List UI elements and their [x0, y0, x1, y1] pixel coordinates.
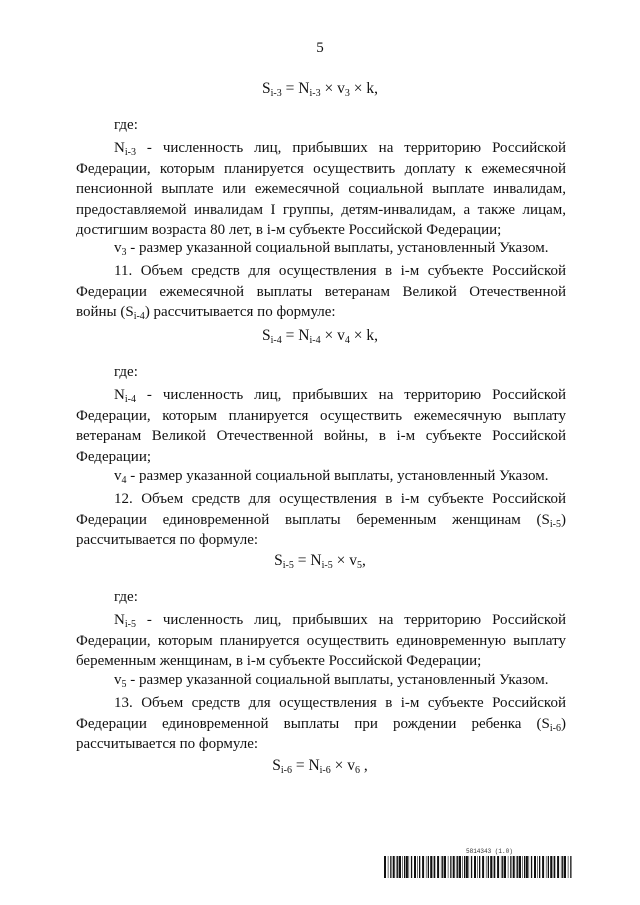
- barcode-bar: [564, 856, 566, 878]
- barcode-bar: [490, 856, 492, 878]
- definition-v5: $v_5$ - размер указанной социальной выплаты, установленный Указом.: [114, 672, 549, 690]
- barcode-bar: [534, 856, 536, 878]
- barcode-bar: [393, 856, 395, 878]
- paragraph-11: 11. Объем средств для осуществления в i-м субъекте Российской Федерации ежемесячной выплаты ветеранам Великой Отечественной войны $(S_{i-4})$ рассчитывается по формуле:: [76, 263, 566, 323]
- barcode-bar: [542, 856, 544, 878]
- definition-n-i-3: $N_{i-3}$ - численность лиц, прибывших на территорию Российской Федерации, которым планируется осуществить доплату к ежемесячной пенсионной выплате или ежемесячной социальной выплате инвалидам, предоставляемой инвалидам I группы, детям-инвалидам, а также лицам, достигшим возраста 80 лет, в i-м субъекте Российской Федерации;: [76, 140, 566, 239]
- barcode-bar: [474, 856, 476, 878]
- barcode-bar: [548, 856, 549, 878]
- barcode-bar: [404, 856, 405, 878]
- barcode-bar: [417, 856, 418, 878]
- barcode-bar: [493, 856, 494, 878]
- barcode-bar: [466, 856, 468, 878]
- barcode-bar: [510, 856, 511, 878]
- barcode-bar: [411, 856, 412, 878]
- formula-s-i-6: $S_{i-6} = N_{i-6} \times v_6$ ,: [272, 757, 368, 776]
- document-stamp: [384, 848, 574, 878]
- barcode-bar: [553, 856, 554, 878]
- barcode-bar: [513, 856, 515, 878]
- barcode-bar: [519, 856, 521, 878]
- barcode-bar: [539, 856, 540, 878]
- barcode-bar: [550, 856, 552, 878]
- barcode-bar: [531, 856, 532, 878]
- barcode-bar: [397, 856, 398, 878]
- barcode-bar: [464, 856, 465, 878]
- barcode-bar: [497, 856, 499, 878]
- barcode-bar: [437, 856, 439, 878]
- barcode-bar: [479, 856, 480, 878]
- barcode-bar: [488, 856, 489, 878]
- barcode-bar: [456, 856, 457, 878]
- barcode-bar: [568, 856, 569, 878]
- definition-n-i-4: $N_{i-4}$ - численность лиц, прибывших на территорию Российской Федерации, которым планируется осуществить ежемесячную выплату ветеранам Великой Отечественной войны, в i-м субъекте Российской Федерации;: [76, 387, 566, 465]
- definition-v4: $v_4$ - размер указанной социальной выплаты, установленный Указом.: [114, 468, 549, 486]
- barcode-bar: [441, 856, 442, 878]
- barcode-bar: [426, 856, 427, 878]
- barcode-bar: [501, 856, 502, 878]
- barcode-bar: [448, 856, 449, 878]
- barcode-bar: [517, 856, 518, 878]
- barcode-bar: [471, 856, 472, 878]
- barcode-bar: [450, 856, 451, 878]
- barcode-bar: [494, 856, 495, 878]
- barcode-bar: [526, 856, 528, 878]
- barcode-bar: [477, 856, 478, 878]
- barcode-bar: [434, 856, 435, 878]
- barcode-bar: [537, 856, 538, 878]
- barcode-icon: [384, 856, 574, 878]
- definition-n-i-5: $N_{i-5}$ - численность лиц, прибывших на территорию Российской Федерации, которым планируется осуществить единовременную выплату беременным женщинам, в i-м субъекте Российской Федерации;: [76, 612, 566, 670]
- barcode-bar: [414, 856, 416, 878]
- barcode-bar: [442, 856, 443, 878]
- barcode-bar: [409, 856, 410, 878]
- formula-s-i-5: $S_{i-5} = N_{i-5} \times v_5$,: [274, 552, 366, 571]
- paragraph-13: 13. Объем средств для осуществления в i-м субъекте Российской Федерации единовременной выплаты при рождении ребенка $(S_{i-6})$ рассчитывается по формуле:: [76, 695, 566, 753]
- barcode-bar: [457, 856, 458, 878]
- barcode-bar: [399, 856, 401, 878]
- barcode-bar: [529, 856, 530, 878]
- barcode-bar: [396, 856, 397, 878]
- barcode-bar: [482, 856, 484, 878]
- barcode-bar: [524, 856, 525, 878]
- barcode-bar: [546, 856, 547, 878]
- barcode-bar: [502, 856, 503, 878]
- document-code: 5814343 (1.0): [466, 848, 513, 855]
- barcode-bar: [406, 856, 408, 878]
- barcode-bar: [459, 856, 461, 878]
- barcode-bar: [570, 856, 571, 878]
- barcode-bar: [486, 856, 487, 878]
- barcode-bar: [384, 856, 386, 878]
- barcode-bar: [562, 856, 563, 878]
- definition-v3: $v_3$ - размер указанной социальной выплаты, установленный Указом.: [114, 240, 549, 258]
- barcode-bar: [561, 856, 562, 878]
- page-number: 5: [316, 40, 324, 56]
- barcode-bar: [402, 856, 403, 878]
- barcode-bar: [390, 856, 391, 878]
- barcode-bar: [430, 856, 432, 878]
- paragraph-12: 12. Объем средств для осуществления в i-м субъекте Российской Федерации единовременной выплаты беременным женщинам $(S_{i-5})$ рассчитывается по формуле:: [76, 491, 566, 549]
- barcode-bar: [504, 856, 506, 878]
- where-label: где:: [114, 364, 138, 380]
- barcode-bar: [522, 856, 523, 878]
- where-label: где:: [114, 117, 138, 133]
- barcode-bar: [508, 856, 509, 878]
- barcode-bar: [462, 856, 463, 878]
- formula-s-i-3: $S_{i-3} = N_{i-3} \times v_3 \times k$,: [262, 80, 378, 99]
- barcode-bar: [433, 856, 434, 878]
- barcode-bar: [554, 856, 555, 878]
- barcode-bar: [516, 856, 517, 878]
- barcode-bar: [453, 856, 455, 878]
- formula-s-i-4: $S_{i-4} = N_{i-4} \times v_4 \times k$,: [262, 327, 378, 346]
- barcode-bar: [428, 856, 429, 878]
- barcode-bar: [469, 856, 470, 878]
- barcode-bar: [444, 856, 446, 878]
- barcode-bar: [557, 856, 559, 878]
- barcode-bar: [422, 856, 424, 878]
- barcode-bar: [388, 856, 389, 878]
- barcode-bar: [419, 856, 420, 878]
- where-label: где:: [114, 589, 138, 605]
